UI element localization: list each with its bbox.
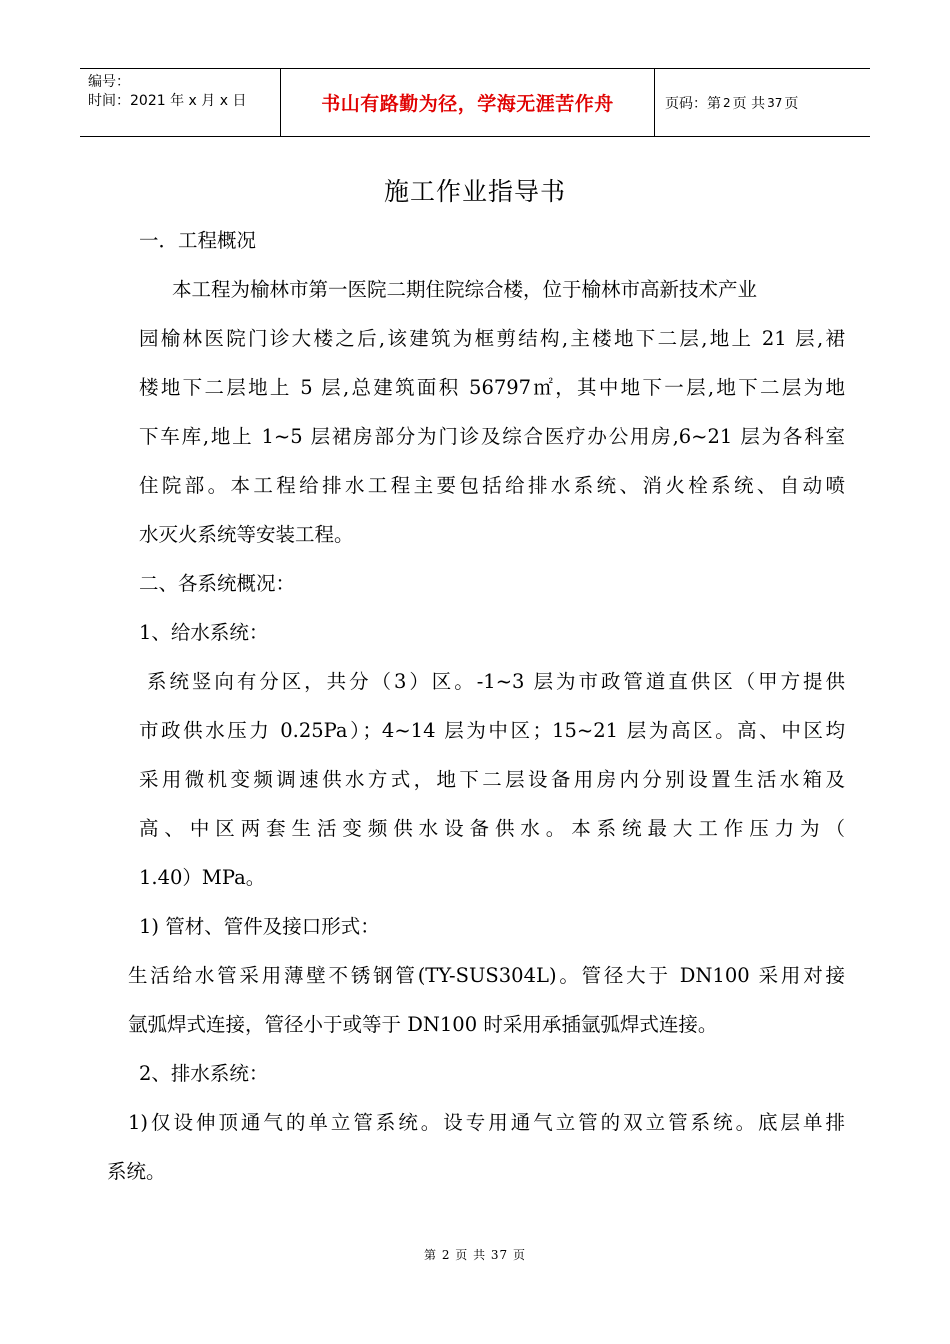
paragraph-line: 下车库,地上 1~5 层裙房部分为门诊及综合医疗办公用房,6~21 层为各科室 bbox=[139, 425, 845, 448]
paragraph-line: 采用微机变频调速供水方式，地下二层设备用房内分别设置生活水箱及 bbox=[139, 768, 845, 791]
paragraph-line: 1.40）MPa。 bbox=[139, 866, 266, 889]
paragraph-line: 1)仅设伸顶通气的单立管系统。设专用通气立管的双立管系统。底层单排 bbox=[128, 1111, 845, 1134]
paragraph-line: 园榆林医院门诊大楼之后,该建筑为框剪结构,主楼地下二层,地上 21 层,裙 bbox=[139, 327, 845, 350]
document-title: 施工作业指导书 bbox=[383, 177, 566, 206]
page-mid: 页 共 bbox=[732, 95, 766, 112]
list-heading: 1) 管材、管件及接口形式： bbox=[139, 915, 380, 938]
document-date: 时间：2021 年 x 月 x 日 bbox=[88, 93, 247, 109]
paragraph-line: 氩弧焊式连接，管径小于或等于 DN100 时采用承插氩弧焊式连接。 bbox=[128, 1013, 718, 1036]
paragraph-line: 市政供水压力 0.25Pa）；4~14 层为中区；15~21 层为高区。高、中区均 bbox=[139, 719, 845, 742]
paragraph-line: 高、中区两套生活变频供水设备供水。本系统最大工作压力为（ bbox=[139, 817, 845, 840]
page-suffix: 页 bbox=[784, 95, 799, 112]
header-page-info bbox=[655, 69, 870, 136]
paragraph-line: 水灭火系统等安装工程。 bbox=[139, 523, 354, 546]
header-motto: 书山有路勤为径，学海无涯苦作舟 bbox=[281, 69, 655, 136]
section-heading: 一．工程概况 bbox=[139, 229, 257, 252]
page-prefix: 页码：第 bbox=[665, 95, 721, 112]
paragraph-line: 系统。 bbox=[107, 1160, 166, 1183]
header-table bbox=[80, 68, 870, 137]
paragraph-line: 生活给水管采用薄壁不锈钢管(TY-SUS304L)。管径大于 DN100 采用对接 bbox=[128, 964, 845, 987]
header-info-cell bbox=[80, 69, 281, 136]
subsection-heading: 1、给水系统： bbox=[139, 621, 269, 644]
page-footer: 第 2 页 共 37 页 bbox=[424, 1248, 526, 1262]
paragraph-line: 系统竖向有分区，共分（3）区。-1~3 层为市政管道直供区（甲方提供 bbox=[147, 670, 845, 693]
page-current: 2 bbox=[723, 95, 731, 110]
section-heading: 二、各系统概况： bbox=[139, 572, 296, 595]
paragraph-line: 本工程为榆林市第一医院二期住院综合楼，位于榆林市高新技术产业 bbox=[172, 278, 758, 301]
document-number-label: 编号： bbox=[88, 74, 130, 90]
page-total: 37 bbox=[767, 95, 783, 110]
subsection-heading: 2、排水系统： bbox=[139, 1062, 269, 1085]
paragraph-line: 住院部。本工程给排水工程主要包括给排水系统、消火栓系统、自动喷 bbox=[139, 474, 845, 497]
paragraph-line: 楼地下二层地上 5 层,总建筑面积 56797㎡，其中地下一层,地下二层为地 bbox=[139, 376, 845, 399]
